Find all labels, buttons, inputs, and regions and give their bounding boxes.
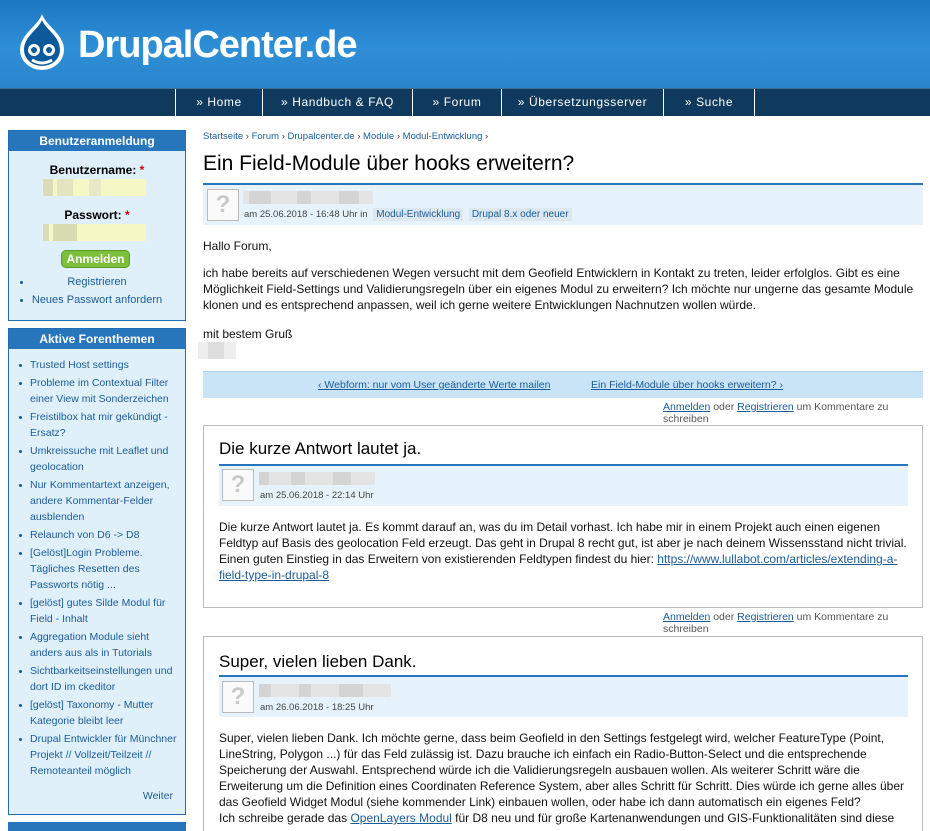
nav-forum[interactable]: » Forum <box>412 89 501 116</box>
username-label: Benutzername: * <box>49 163 145 177</box>
active-topics-title: Aktive Forenthemen <box>9 329 185 349</box>
openlayers-link[interactable]: OpenLayers Modul <box>350 811 452 825</box>
comment-meta <box>219 466 908 506</box>
password-input[interactable] <box>43 224 146 241</box>
password-label: Passwort: * <box>64 208 130 222</box>
main-navigation <box>0 88 930 116</box>
next-block-header <box>8 822 186 831</box>
forum-pager <box>203 371 923 398</box>
nav-home[interactable]: » Home <box>175 89 262 116</box>
new-password-link[interactable]: Neues Passwort anfordern <box>9 291 185 309</box>
login-block <box>8 130 186 321</box>
topic-link[interactable]: [gelöst] gutes Silde Modul für Field - Inhalt <box>17 595 177 627</box>
topic-link[interactable]: Freistilbox hat mir gekündigt - Ersatz? <box>17 409 177 441</box>
login-link[interactable]: Anmelden <box>663 401 711 413</box>
topic-link[interactable]: Sichtbarkeitseinstellungen und dort ID im ckeditor <box>17 663 177 695</box>
drupal-drop-icon[interactable] <box>16 12 68 70</box>
breadcrumb-module[interactable]: Module <box>363 131 395 142</box>
previous-topic-link[interactable]: ‹ Webform: nur vom User geänderte Werte mailen <box>318 379 551 391</box>
topic-link[interactable]: Relaunch von D6 -> D8 <box>17 527 177 543</box>
comment-date: am 25.06.2018 - 22:14 Uhr <box>260 490 374 501</box>
register-link[interactable]: Registrieren <box>9 273 185 291</box>
user-avatar[interactable]: ? <box>222 469 254 501</box>
topic-link[interactable]: [gelöst] Taxonomy - Mutter Kategorie bleibt leer <box>17 697 177 729</box>
tag-drupal8[interactable]: Drupal 8.x oder neuer <box>469 208 572 221</box>
comment-prompt: Anmelden oder Registrieren um Kommentare zu schreiben <box>663 611 889 635</box>
site-logo-text[interactable] <box>78 24 357 67</box>
post-body: ich habe bereits auf verschiedenen Wegen versucht mit dem Geofield Entwicklern in Kontakt zu treten, leider erfolglos. Gibt es eine Möglichkeit Field-Settings und Validierungsregeln über ein eigenes Modul zu erweitern? Ich möchte nur ungerne das gesamte Module klonen und es entsprechend anpassen, weil ich gerne weitere Entwicklungen Nachnutzen wollen würde. <box>203 266 914 312</box>
page-title: Ein Field-Module über hooks erweitern? <box>203 152 575 175</box>
nav-search[interactable]: » Suche <box>663 89 755 116</box>
breadcrumb-drupalcenter[interactable]: Drupalcenter.de <box>287 131 355 142</box>
breadcrumb: Startseite › Forum › Drupalcenter.de › Module › Modul-Entwicklung › <box>203 131 489 142</box>
post-greeting: Hallo Forum, <box>203 239 272 253</box>
post-date: am 25.06.2018 - 16:48 Uhr in Modul-Entwicklung Drupal 8.x oder neuer <box>244 208 572 221</box>
comment-prompt: Anmelden oder Registrieren um Kommentare zu schreiben <box>663 401 889 425</box>
comment <box>203 425 923 608</box>
comment-meta <box>219 677 908 717</box>
comment <box>203 636 923 831</box>
user-avatar[interactable]: ? <box>222 681 254 713</box>
tag-module-development[interactable]: Modul-Entwicklung <box>373 208 463 221</box>
active-topics-block <box>8 328 186 815</box>
post-closing: mit bestem Gruß <box>203 327 293 341</box>
logo-rest: Center.de <box>192 24 357 66</box>
topic-list <box>17 357 177 781</box>
author-name[interactable] <box>259 472 375 485</box>
comment-date: am 26.06.2018 - 18:25 Uhr <box>260 702 374 713</box>
topic-link[interactable]: [Gelöst]Login Probleme. Tägliches Resetten des Passworts nötig ... <box>17 545 177 593</box>
register-link[interactable]: Registrieren <box>737 401 794 413</box>
topic-link[interactable]: Umkreissuche mit Leaflet und geolocation <box>17 443 177 475</box>
topics-more-link[interactable]: Weiter <box>142 790 173 802</box>
login-link[interactable]: Anmelden <box>663 611 711 623</box>
topic-link[interactable]: Probleme im Contextual Filter einer View mit Sonderzeichen <box>17 375 177 407</box>
author-name[interactable] <box>259 684 391 697</box>
breadcrumb-home[interactable]: Startseite <box>203 131 244 142</box>
nav-handbook-faq[interactable]: » Handbuch & FAQ <box>262 89 412 116</box>
site-header <box>0 0 930 88</box>
comment-title: Super, vielen lieben Dank. <box>219 652 417 671</box>
post-meta <box>203 185 923 225</box>
next-topic-link[interactable]: Ein Field-Module über hooks erweitern? › <box>591 379 784 391</box>
register-link[interactable]: Registrieren <box>737 611 794 623</box>
lullabot-link[interactable]: https://www.lullabot.com/articles/extending-a-field-type-in-drupal-8 <box>219 552 898 582</box>
breadcrumb-forum[interactable]: Forum <box>251 131 280 142</box>
nav-translation-server[interactable]: » Übersetzungsserver <box>501 89 663 116</box>
comment-body: Super, vielen lieben Dank. Ich möchte gerne, dass beim Geofield in den Settings festgelegt wird, welcher FeatureType (Point, LineString, Polygon ...) für das Feld zulässig ist. Dazu brauche ich einfach ein Radio-Button-Select und die entsprechende Speicherung der Auswahl. Entsprechend würde ich die Validierungsregeln ausbauen wollen. Als weiterer Schritt wäre die Erweiterung um die Definition eines Coordinaten Reference System, aber alles Schritt für Schritt. Dies würde ich gerne alles über das Geofield Widget Modul (siehe kommender Link) einbauen wollen, oder habe ich dann automatisch ein eigenes Feld? Ich schreibe gerade das OpenLayers Modul für D8 neu und für große Kartenanwendungen und GIS-Funktionalitäten sind diese <box>219 731 904 825</box>
logo-bold: Drupal <box>78 24 193 66</box>
comment-body: Die kurze Antwort lautet ja. Es kommt darauf an, was du im Detail vorhast. Ich habe mir in einem Projekt auch einen eigenen Feldtyp auf Basis des geolocation Feld erzeugt. Das geht in Drupal 8 recht gut, ist aber je nach deinem Wissensstand nicht trivial. Einen guten Einstieg in das Erweitern von existierenden Feldtypen findest du hier: https://www.lullabot.com/articles/extending-a-field-type-in-drupal-8 <box>219 520 907 582</box>
login-button[interactable]: Anmelden <box>61 250 130 268</box>
username-input[interactable] <box>43 179 146 196</box>
topic-link[interactable]: Trusted Host settings <box>17 357 177 373</box>
topic-link[interactable]: Nur Kommentartext anzeigen, andere Kommentar-Felder ausblenden <box>17 477 177 525</box>
topic-link[interactable]: Aggregation Module sieht anders aus als in Tutorials <box>17 629 177 661</box>
topic-link[interactable]: Drupal Entwickler für Münchner Projekt // Vollzeit/Teilzeit // Remoteanteil möglich <box>17 731 177 779</box>
author-name[interactable] <box>243 191 373 204</box>
breadcrumb-module-development[interactable]: Modul-Entwicklung <box>402 131 483 142</box>
login-block-title: Benutzeranmeldung <box>9 131 185 151</box>
signature-name <box>198 342 236 359</box>
comment-title: Die kurze Antwort lautet ja. <box>219 439 422 458</box>
user-avatar[interactable]: ? <box>207 189 239 221</box>
login-links <box>9 273 185 309</box>
